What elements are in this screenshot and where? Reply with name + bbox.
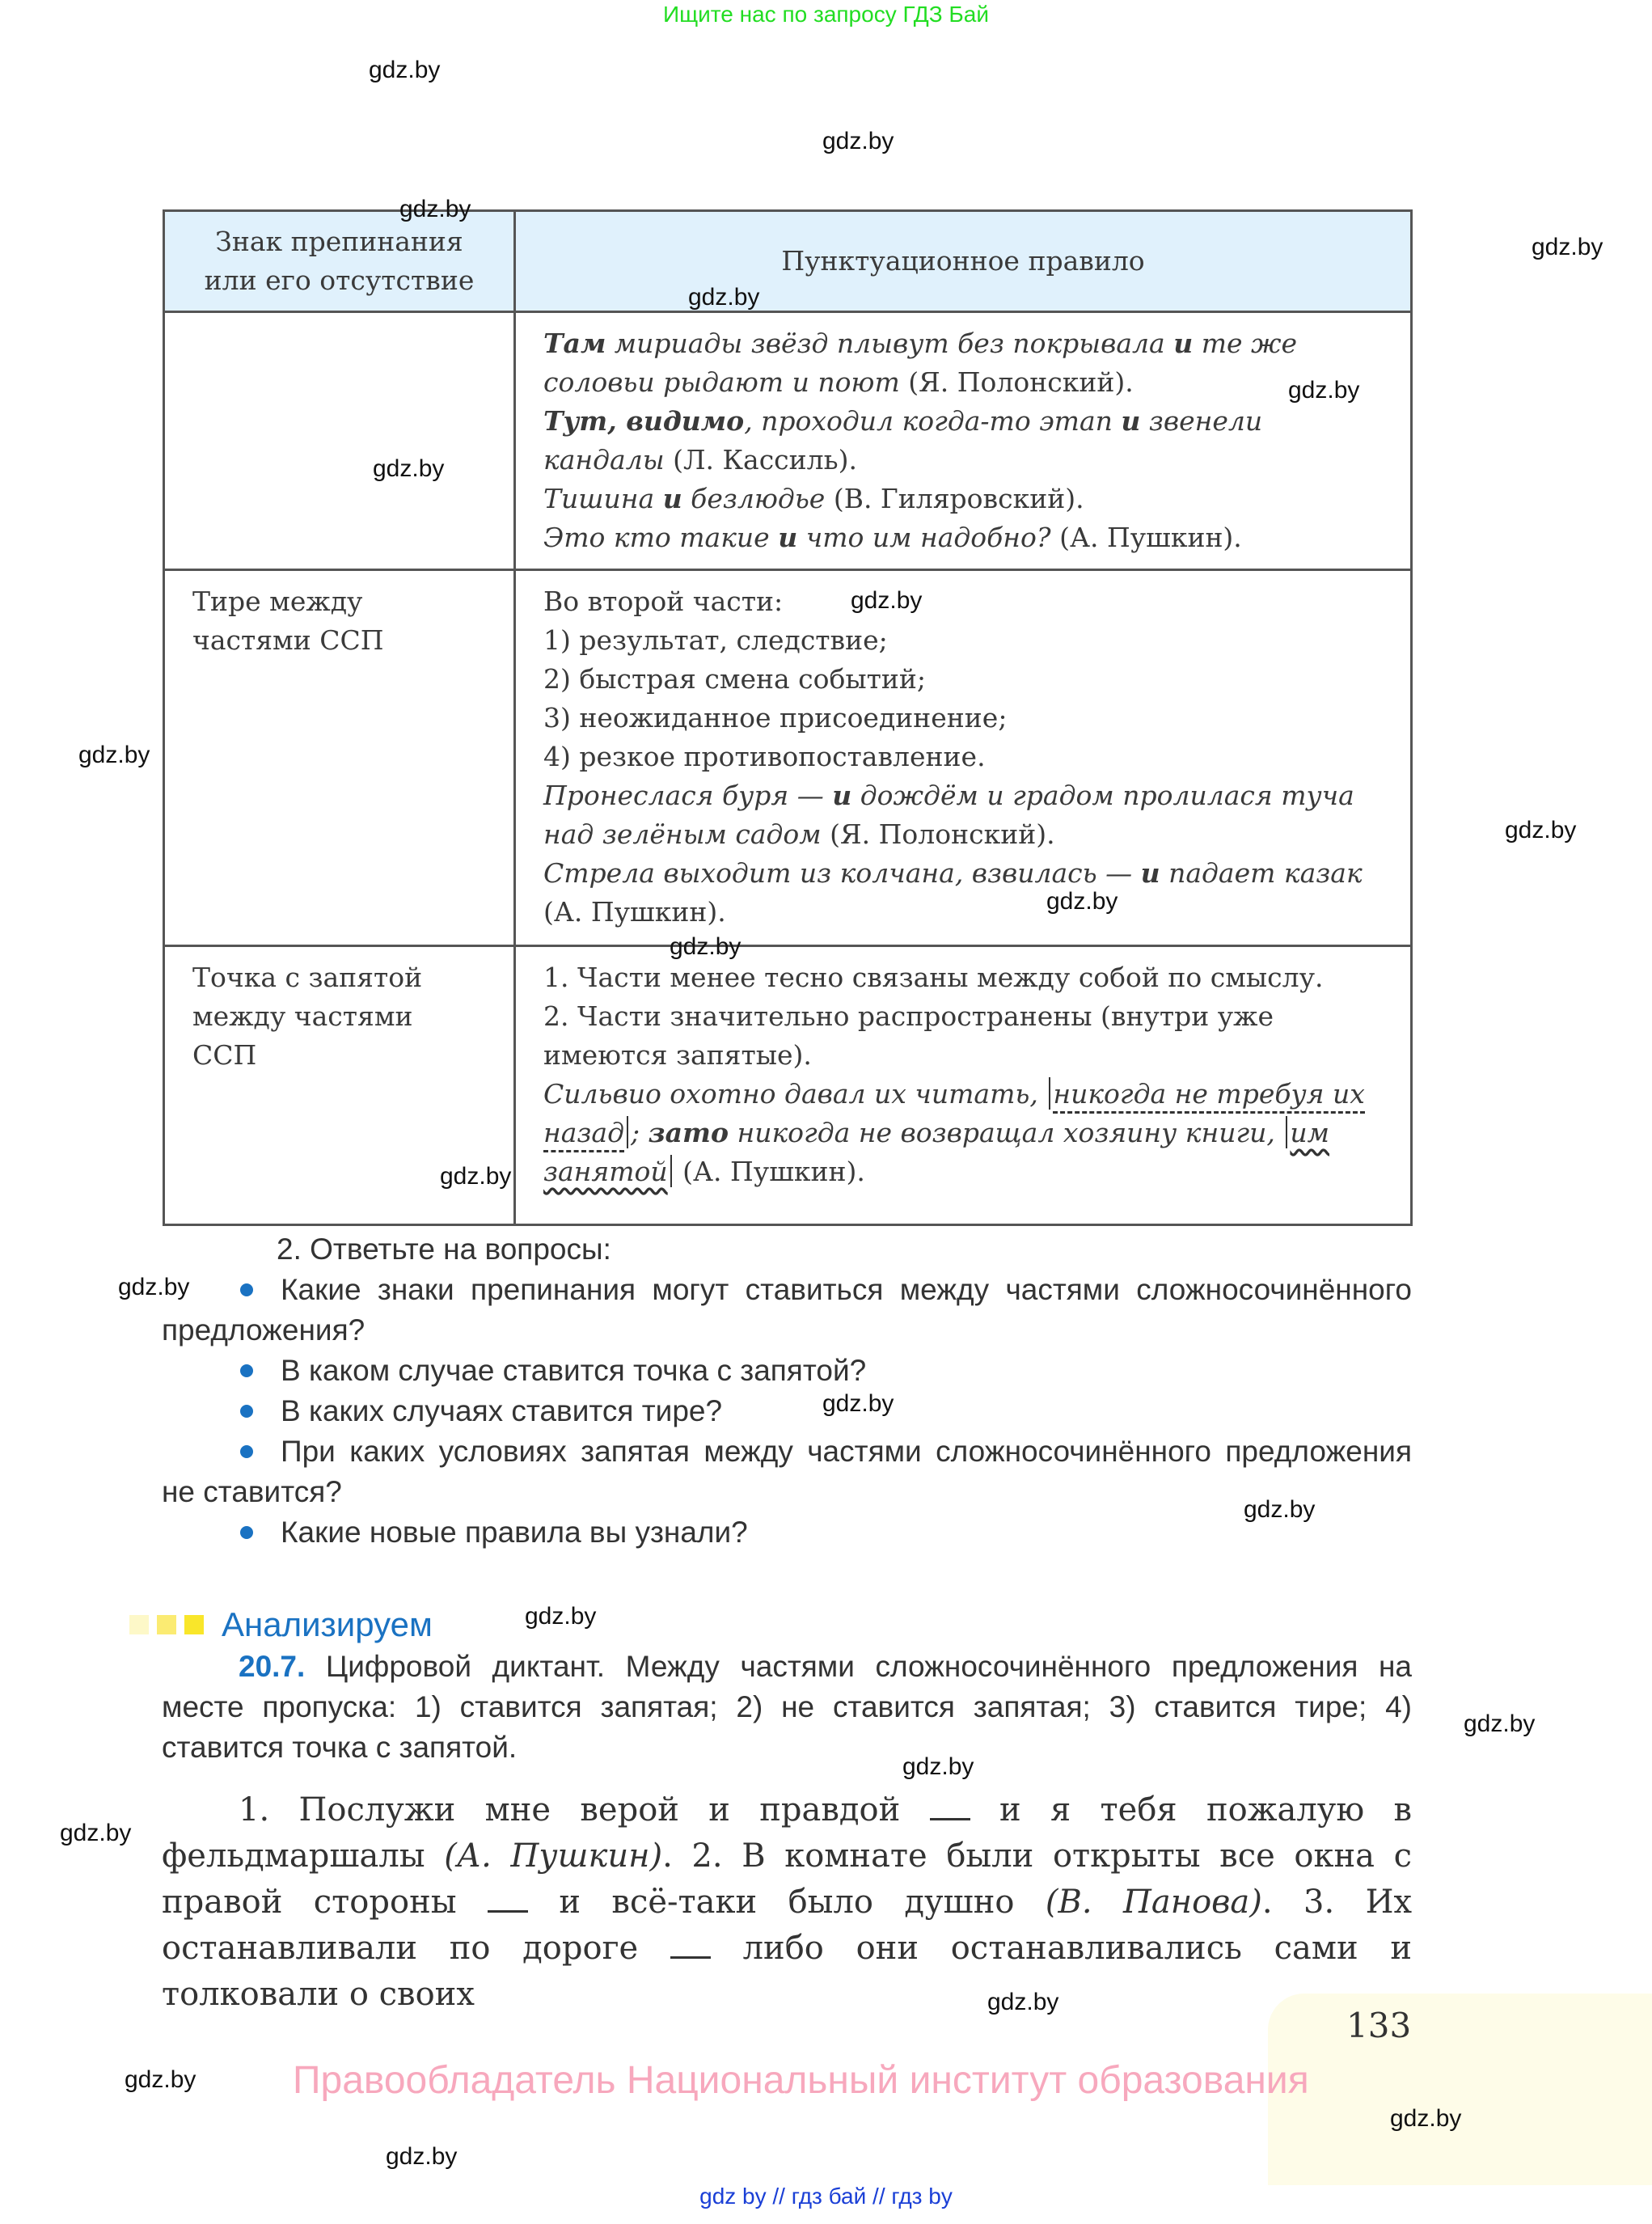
- task-number: 20.7.: [239, 1650, 306, 1683]
- example-line: Тут, видимо, проходил когда-то этап и звенели кандалы (Л. Кассиль).: [543, 405, 1263, 476]
- watermark: gdz.by: [1288, 377, 1360, 404]
- table-header-row: [164, 211, 1412, 312]
- watermark: gdz.by: [688, 284, 760, 311]
- bullet-icon: [240, 1405, 253, 1418]
- watermark: gdz.by: [822, 128, 894, 154]
- watermark: gdz.by: [125, 2066, 196, 2093]
- rule-line: 4) резкое противопоставление.: [543, 741, 986, 772]
- question-item: В каком случае ставится точка с запятой?: [162, 1351, 1412, 1391]
- watermark: gdz.by: [60, 1820, 132, 1846]
- watermark: gdz.by: [78, 742, 150, 768]
- watermark: gdz.by: [1390, 2105, 1462, 2132]
- participial-phrase: никогда не требуя их назад: [543, 1078, 1365, 1152]
- footer-links[interactable]: gdz by // гдз бай // гдз by: [699, 2184, 953, 2209]
- table-row: [164, 946, 1412, 1225]
- example-line: Стрела выходит из колчана, взвилась — и падает казак (А. Пушкин).: [543, 857, 1363, 928]
- sign-cell: Точка с запятой между частями ССП: [164, 946, 515, 1225]
- watermark: gdz.by: [118, 1274, 190, 1300]
- section-heading: [129, 1605, 433, 1644]
- boundary-mark: [1049, 1077, 1050, 1110]
- rule-cell: [515, 946, 1412, 1225]
- watermark: gdz.by: [902, 1753, 974, 1780]
- header-sign: Знак препинания или его отсутствие: [164, 211, 515, 312]
- rule-line: 1. Части менее тесно связаны между собой по смыслу.: [543, 962, 1324, 993]
- watermark: gdz.by: [822, 1390, 894, 1417]
- adjectival-phrase: им занятой: [543, 1117, 1330, 1187]
- punctuation-rules-table: [163, 209, 1413, 1226]
- watermark: gdz.by: [851, 587, 923, 614]
- watermark: gdz.by: [1464, 1710, 1536, 1737]
- rule-line: 3) неожиданное присоединение;: [543, 702, 1008, 734]
- table-row: [164, 570, 1412, 946]
- square-icon: [129, 1615, 149, 1634]
- watermark: gdz.by: [1244, 1496, 1316, 1523]
- example-line: Это кто такие и что им надобно? (А. Пушкин).: [543, 522, 1242, 553]
- rule-line: 1) результат, следствие;: [543, 624, 888, 656]
- rule-line: 2) быстрая смена событий;: [543, 663, 927, 695]
- watermark: gdz.by: [399, 196, 471, 222]
- blank-gap[interactable]: [670, 1932, 711, 1959]
- rule-cell: [515, 312, 1412, 570]
- task-text: Цифровой диктант. Между частями сложносочинённого предложения на месте пропуска: 1) ставится запятая; 2) не ставится запятая; 3) ставится тире; 4) ставится точка с запятой.: [162, 1650, 1412, 1764]
- watermark: gdz.by: [1532, 234, 1603, 260]
- square-icon: [157, 1615, 176, 1634]
- rule-cell: [515, 570, 1412, 946]
- page-number: 133: [1346, 2006, 1412, 2045]
- header-rule: Пунктуационное правило: [515, 211, 1412, 312]
- questions-title: 2. Ответьте на вопросы:: [277, 1233, 611, 1266]
- question-item: В каких случаях ставится тире?: [162, 1391, 1412, 1431]
- example-line: Там мириады звёзд плывут без покрывала и те же соловьи рыдают и поют (Я. Полонский).: [543, 328, 1298, 398]
- section-title: Анализируем: [222, 1605, 433, 1643]
- watermark: gdz.by: [525, 1603, 597, 1630]
- task-instructions: [162, 1647, 1412, 1768]
- watermark: gdz.by: [1046, 888, 1118, 915]
- example-line: Тишина и безлюдье (В. Гиляровский).: [543, 483, 1084, 514]
- dictation-text: 1. Послужи мне верой и правдой и я тебя пожалую в фельдмаршалы (А. Пушкин). 2. В комнате были открыты все окна с правой стороны и всё-таки было душно (В. Панова). 3. Их останавливали по дороге либо они останавливались сами и толковали о своих: [162, 1791, 1413, 2013]
- rule-line: Во второй части:: [543, 586, 784, 617]
- question-item: При каких условиях запятая между частями сложносочинённого предложения не ставится?: [162, 1435, 1412, 1508]
- blank-gap[interactable]: [488, 1886, 528, 1913]
- question-item: Какие знаки препинания могут ставиться между частями сложносочинённого предложения?: [162, 1273, 1412, 1347]
- square-icon: [184, 1615, 204, 1634]
- watermark: gdz.by: [373, 455, 445, 482]
- sign-cell: Тире между частями ССП: [164, 570, 515, 946]
- copyright-notice: Правообладатель Национальный институт образования: [293, 2059, 1309, 2102]
- top-banner[interactable]: Ищите нас по запросу ГДЗ Бай: [662, 2, 990, 27]
- example-line: Сильвио охотно давал их читать, никогда не требуя их назад ; зато никогда не возвращал хозяину книги, им занятой (А. Пушкин).: [543, 1078, 1365, 1187]
- boundary-mark: [670, 1155, 672, 1187]
- example-line: Пронеслася буря — и дождём и градом пролилася туча над зелёным садом (Я. Полонский).: [543, 780, 1354, 850]
- bullet-icon: [240, 1526, 253, 1539]
- page-number-tab: [1268, 1994, 1652, 2185]
- bullet-icon: [240, 1445, 253, 1458]
- watermark: gdz.by: [670, 933, 741, 960]
- rule-line: 2. Части значительно распространены (внутри уже имеются запятые).: [543, 1000, 1274, 1071]
- watermark: gdz.by: [1505, 817, 1577, 844]
- questions-block: [162, 1229, 1412, 1553]
- bullet-icon: [240, 1283, 253, 1296]
- boundary-mark: [627, 1116, 628, 1148]
- watermark: gdz.by: [386, 2143, 458, 2170]
- blank-gap[interactable]: [930, 1794, 970, 1820]
- watermark: gdz.by: [440, 1163, 512, 1190]
- question-item: Какие новые правила вы узнали?: [162, 1512, 1412, 1553]
- bullet-icon: [240, 1364, 253, 1377]
- watermark: gdz.by: [369, 57, 441, 83]
- watermark: gdz.by: [987, 1989, 1059, 2015]
- boundary-mark: [1286, 1116, 1287, 1148]
- sign-cell: [164, 312, 515, 570]
- table-row: [164, 312, 1412, 570]
